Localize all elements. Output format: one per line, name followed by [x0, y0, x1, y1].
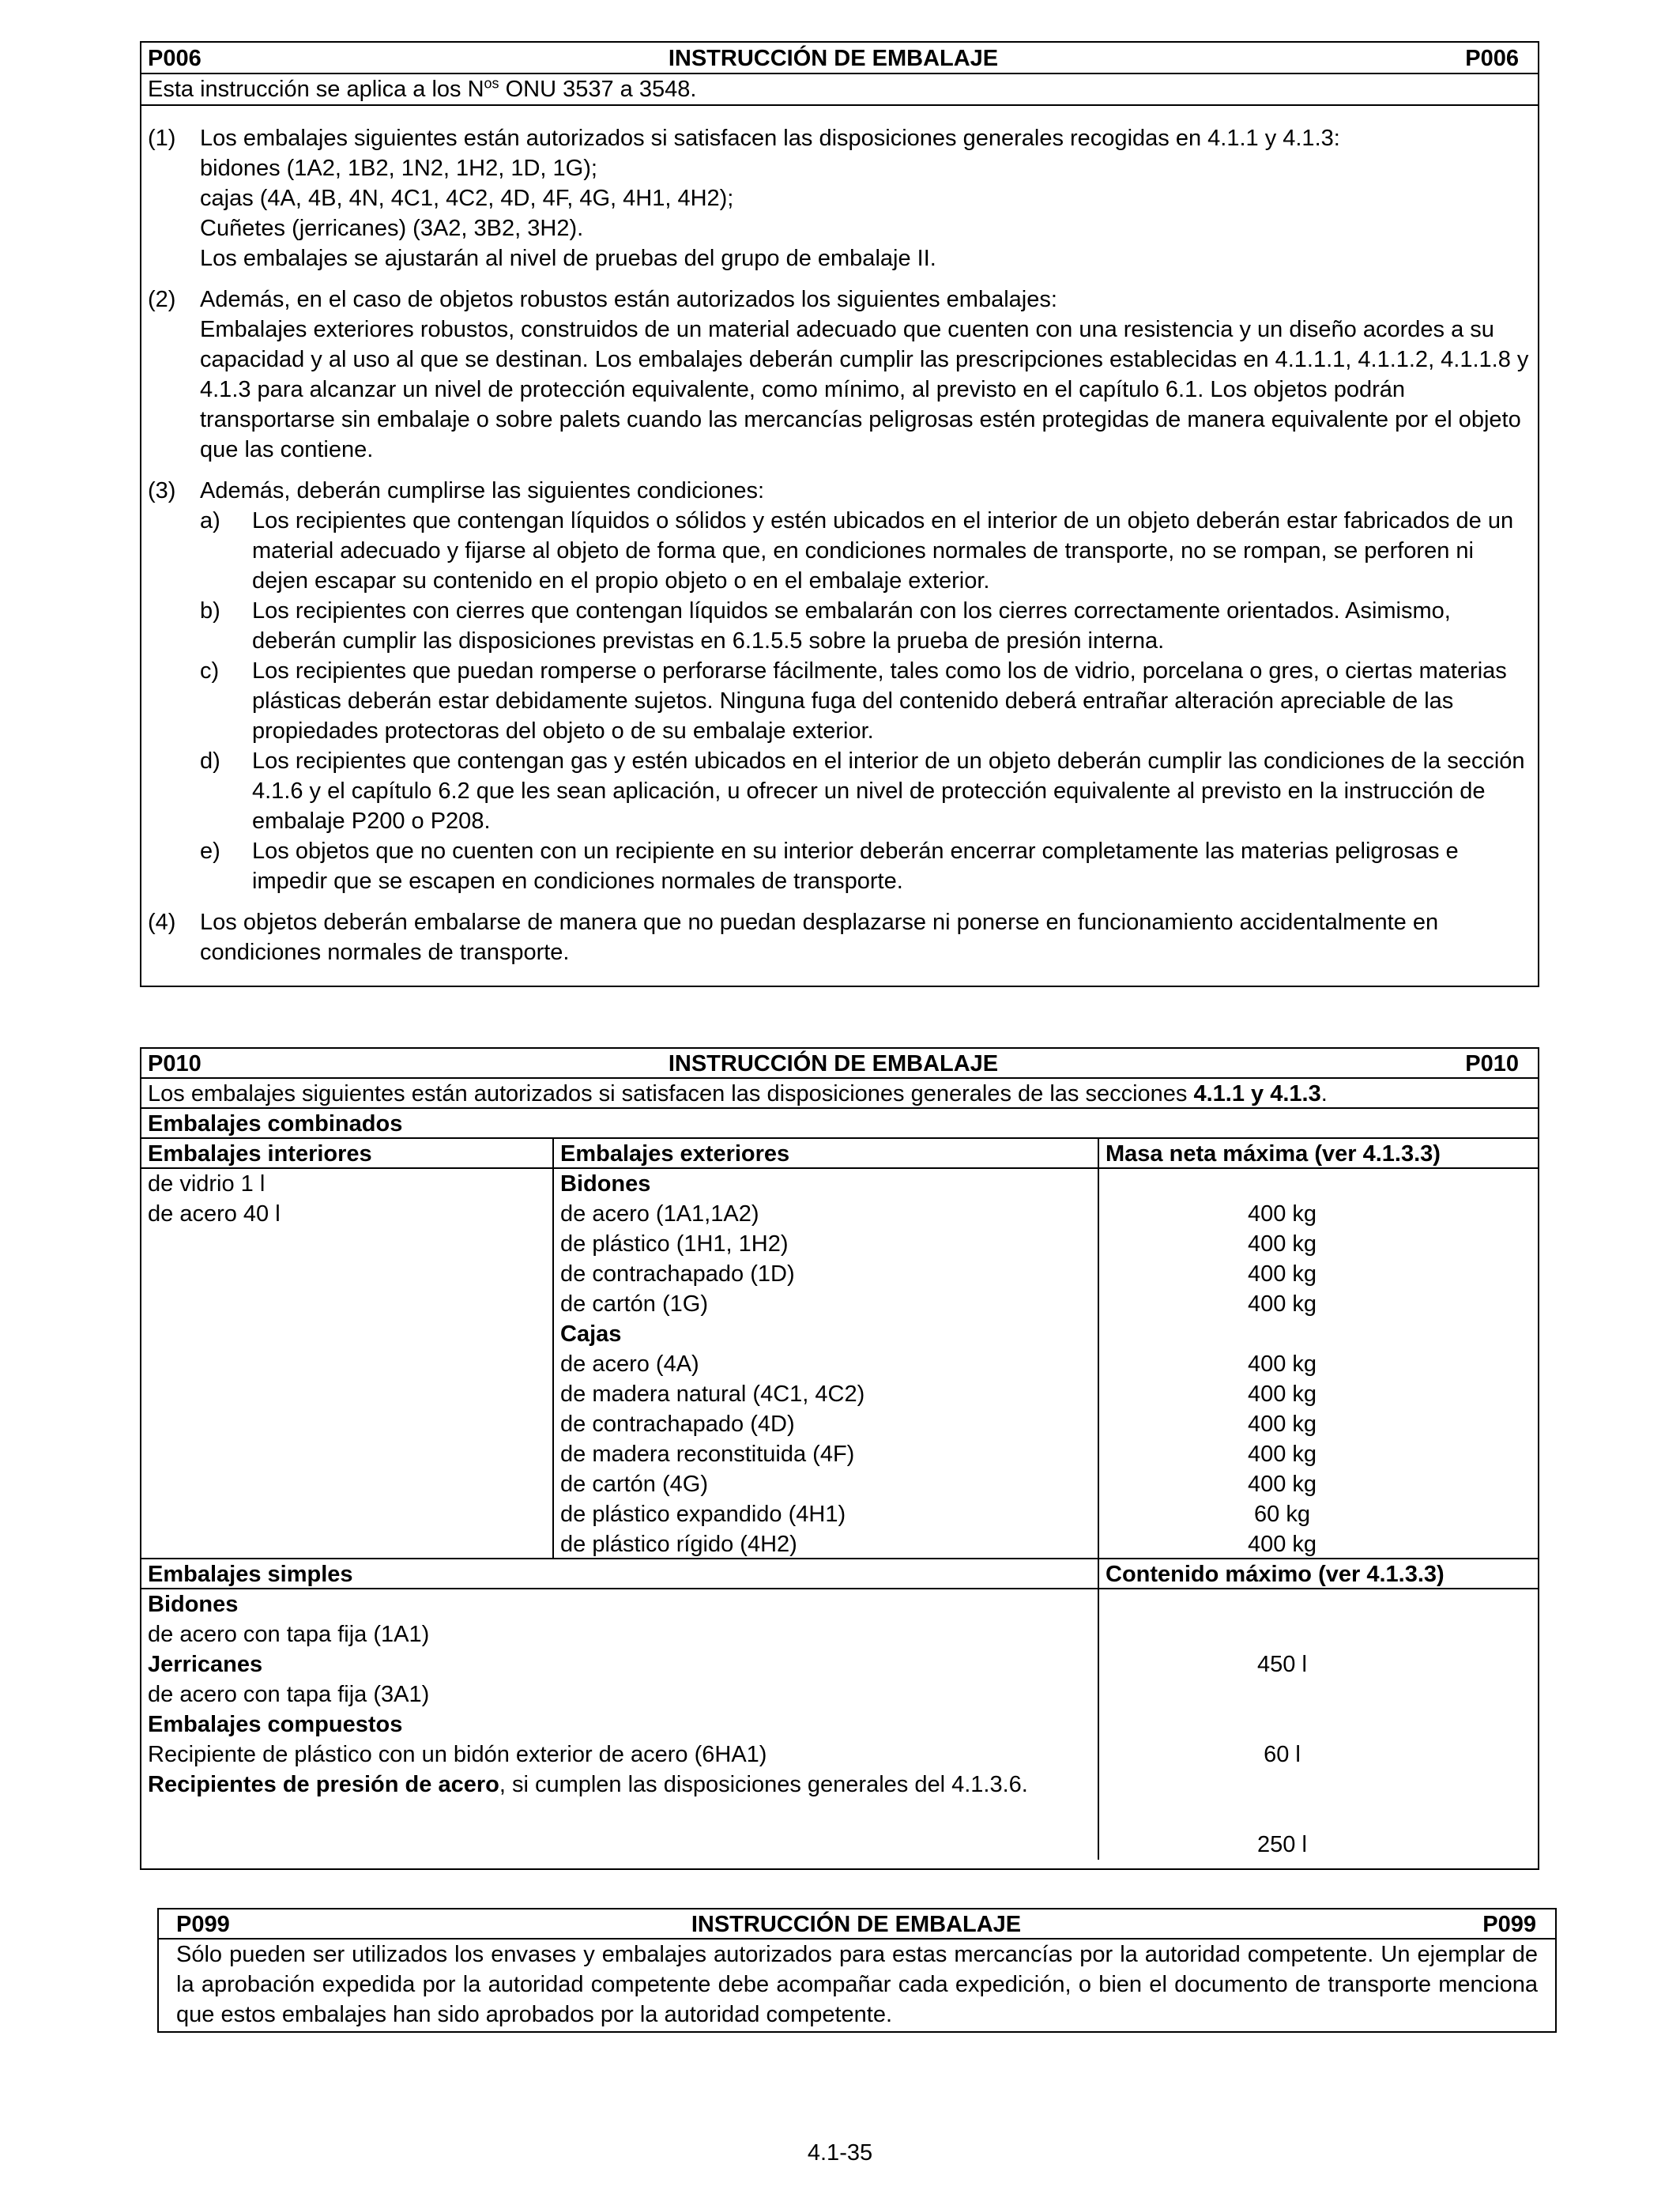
p006-item-3: [148, 476, 1531, 896]
p099-title: INSTRUCCIÓN DE EMBALAJE: [691, 1912, 1022, 1937]
list-item: de plástico (1H1, 1H2): [560, 1231, 789, 1257]
p099-code-left: P099: [176, 1912, 230, 1937]
p010-simple-label: Embalajes simples: [148, 1562, 353, 1587]
page-number: 4.1-35: [807, 2140, 873, 2166]
list-item: de contrachapado (4D): [560, 1412, 795, 1437]
p006-item-1-num: (1): [148, 126, 176, 151]
list-item: Embalajes compuestos: [148, 1712, 403, 1737]
p010-combined-label-text: Embalajes combinados: [148, 1111, 403, 1137]
p010-col-inner: Embalajes interiores: [148, 1141, 372, 1167]
p006-item-1-line: Cuñetes (jerricanes) (3A2, 3B2, 3H2).: [200, 216, 584, 241]
p010-column-headers: [141, 1139, 1538, 1169]
list-item: Cajas: [560, 1321, 622, 1347]
list-item: de acero 40 l: [148, 1201, 281, 1227]
p010-intro: [141, 1079, 1538, 1109]
p099-box: [157, 1908, 1557, 2033]
p006-sub-text: Los recipientes que puedan romperse o perforarse fácilmente, tales como los de vidrio, porcelana o gres, o ciertas materias plásticas deberán estar debidamente sujetos. Ninguna fuga del contenido deberá entrañar alteración apreciable de las propiedades protectoras del objeto o de su embalaje exterior.: [252, 658, 1507, 744]
p006-item-3-num: (3): [148, 478, 176, 503]
p006-code-left: P006: [148, 46, 202, 71]
p010-intro-post: .: [1320, 1081, 1328, 1106]
list-item: 400 kg: [1247, 1472, 1317, 1497]
p099-text: Sólo pueden ser utilizados los envases y embalajes autorizados para estas mercancías por la autoridad competente. Un ejemplar de la aprobación expedida por la autoridad competente debe acompañar cada expedición, o bien el documento de transporte menciona que estos embalajes han sido aprobados por la autoridad competente.: [176, 1942, 1538, 2027]
list-item: 250 l: [1257, 1832, 1307, 1857]
list-item: 400 kg: [1247, 1291, 1317, 1317]
p006-box: [140, 41, 1539, 987]
p006-body: [141, 106, 1538, 967]
list-item: de acero (1A1,1A2): [560, 1201, 759, 1227]
p006-sub-letter: a): [200, 508, 220, 533]
p006-sub-letter: c): [200, 658, 220, 684]
p006-item-4-line: Los objetos deberán embalarse de manera que no puedan desplazarse ni ponerse en funcionamiento accidentalmente en condiciones normales de transporte.: [200, 910, 1439, 965]
p010-simple-header: [141, 1559, 1538, 1589]
p010-simple-values: [1099, 1589, 1538, 1860]
p006-sub-d: [200, 746, 1531, 836]
list-item: Jerricanes: [148, 1652, 263, 1677]
list-item: de plástico expandido (4H1): [560, 1502, 846, 1527]
p006-sub-b: [200, 596, 1531, 656]
p006-applies-sup: os: [484, 75, 499, 92]
p006-item-1-line: Los embalajes siguientes están autorizados si satisfacen las disposiciones generales recogidas en 4.1.1 y 4.1.3:: [200, 126, 1340, 151]
p006-item-1: [148, 123, 1531, 273]
list-item: [1106, 1169, 1459, 1199]
p006-item-2: [148, 285, 1531, 465]
p010-combined-body: [141, 1169, 1538, 1559]
list-item: de vidrio 1 l: [148, 1171, 266, 1197]
p006-sub-text: Los recipientes que contengan gas y estén ubicados en el interior de un objeto deberán cumplir las condiciones de la sección 4.1.6 y el capítulo 6.2 que les sean aplicación, u ofrecer un nivel de protección equivalente al previsto en la instrucción de embalaje P200 o P208.: [252, 748, 1525, 834]
p010-simple-col: Contenido máximo (ver 4.1.3.3): [1106, 1562, 1445, 1587]
list-item: 400 kg: [1247, 1201, 1317, 1227]
p010-intro-text: Los embalajes siguientes están autorizados si satisfacen las disposiciones generales de las secciones: [148, 1081, 1194, 1106]
list-item: [148, 1770, 1091, 1800]
p006-header: [141, 43, 1538, 74]
list-item: Recipiente de plástico con un bidón exterior de acero (6HA1): [148, 1742, 767, 1767]
p010-pressure-bold: Recipientes de presión de acero: [148, 1772, 499, 1797]
p010-inner-list: [141, 1169, 554, 1559]
p006-code-right: P006: [1465, 46, 1519, 71]
p006-sub-letter: d): [200, 748, 220, 774]
p006-applies: [141, 74, 1538, 106]
p006-item-1-line: bidones (1A2, 1B2, 1N2, 1H2, 1D, 1G);: [200, 156, 597, 181]
p006-sub-a: [200, 506, 1531, 596]
p010-simple-body: [141, 1589, 1538, 1859]
list-item: 400 kg: [1247, 1442, 1317, 1467]
list-item: [1106, 1319, 1459, 1349]
list-item: 400 kg: [1247, 1231, 1317, 1257]
p006-sub-c: [200, 656, 1531, 746]
list-item: de acero con tapa fija (3A1): [148, 1682, 430, 1707]
p010-box: [140, 1047, 1539, 1870]
p006-item-4: [148, 907, 1531, 967]
p010-combined-label: [141, 1109, 1538, 1139]
p006-sub-text: Los objetos que no cuenten con un recipiente en su interior deberán encerrar completamente las materias peligrosas e impedir que se escapen en condiciones normales de transporte.: [252, 839, 1459, 894]
list-item: Bidones: [560, 1171, 651, 1197]
p006-applies-post: ONU 3537 a 3548.: [499, 77, 697, 102]
p010-pressure-rest: , si cumplen las disposiciones generales del 4.1.3.6.: [499, 1772, 1028, 1797]
p010-col-mass: Masa neta máxima (ver 4.1.3.3): [1106, 1141, 1441, 1167]
p006-sub-text: Los recipientes que contengan líquidos o sólidos y estén ubicados en el interior de un objeto deberán estar fabricados de un material adecuado y fijarse al objeto de forma que, en condiciones normales de transporte, no se rompan, se perforen ni dejen escapar su contenido en el propio objeto o en el embalaje exterior.: [252, 508, 1514, 594]
p006-item-2-line: Además, en el caso de objetos robustos están autorizados los siguientes embalajes:: [200, 287, 1057, 312]
list-item: 400 kg: [1247, 1382, 1317, 1407]
p006-item-1-line: Los embalajes se ajustarán al nivel de pruebas del grupo de embalaje II.: [200, 246, 936, 271]
list-item: 60 l: [1264, 1742, 1301, 1767]
list-item: 400 kg: [1247, 1351, 1317, 1377]
list-item: 400 kg: [1247, 1412, 1317, 1437]
p006-item-4-num: (4): [148, 910, 176, 935]
p099-code-right: P099: [1482, 1912, 1536, 1937]
p006-sub-e: [200, 836, 1531, 896]
list-item: 450 l: [1257, 1652, 1307, 1677]
p006-item-2-num: (2): [148, 287, 176, 312]
p010-code-left: P010: [148, 1051, 202, 1076]
p006-sub-text: Los recipientes con cierres que contengan líquidos se embalarán con los cierres correctamente orientados. Asimismo, deberán cumplir las disposiciones previstas en 6.1.5.5 sobre la prueba de presión interna.: [252, 598, 1451, 654]
p006-applies-pre: Esta instrucción se aplica a los N: [148, 77, 484, 102]
p006-sub-letter: b): [200, 598, 220, 624]
list-item: Bidones: [148, 1592, 239, 1617]
p010-title: INSTRUCCIÓN DE EMBALAJE: [668, 1051, 999, 1076]
list-item: de madera reconstituida (4F): [560, 1442, 855, 1467]
p010-col-outer: Embalajes exteriores: [560, 1141, 790, 1167]
p010-header: [141, 1049, 1538, 1079]
list-item: de plástico rígido (4H2): [560, 1532, 797, 1557]
list-item: de acero con tapa fija (1A1): [148, 1622, 430, 1647]
p006-sub-letter: e): [200, 839, 220, 864]
p010-code-right: P010: [1465, 1051, 1519, 1076]
p006-title: INSTRUCCIÓN DE EMBALAJE: [668, 46, 999, 71]
p010-intro-bold: 4.1.1 y 4.1.3: [1193, 1081, 1321, 1106]
p006-item-3-line: Además, deberán cumplirse las siguientes condiciones:: [200, 478, 765, 503]
list-item: de cartón (1G): [560, 1291, 708, 1317]
p006-item-2-line: Embalajes exteriores robustos, construidos de un material adecuado que cuenten con una resistencia y un diseño acordes a su capacidad y al uso al que se destinan. Los embalajes deberán cumplir las prescripciones establecidas en 4.1.1.1, 4.1.1.2, 4.1.1.8 y 4.1.3 para alcanzar un nivel de protección equivalente, como mínimo, al previsto en el capítulo 6.1. Los objetos podrán transportarse sin embalaje o sobre palets cuando las mercancías peligrosas estén protegidas de manera equivalente por el objeto que las contiene.: [200, 317, 1529, 462]
list-item: 60 kg: [1254, 1502, 1310, 1527]
list-item: de contrachapado (1D): [560, 1261, 795, 1287]
list-item: 400 kg: [1247, 1261, 1317, 1287]
list-item: de madera natural (4C1, 4C2): [560, 1382, 865, 1407]
p010-mass-list: [1099, 1169, 1538, 1559]
list-item: de acero (4A): [560, 1351, 699, 1377]
p099-header: [159, 1909, 1555, 1940]
p006-item-1-line: cajas (4A, 4B, 4N, 4C1, 4C2, 4D, 4F, 4G, 4H1, 4H2);: [200, 186, 734, 211]
p010-simple-list: [141, 1589, 1099, 1860]
list-item: 400 kg: [1247, 1532, 1317, 1557]
list-item: de cartón (4G): [560, 1472, 708, 1497]
p010-outer-list: [554, 1169, 1099, 1559]
